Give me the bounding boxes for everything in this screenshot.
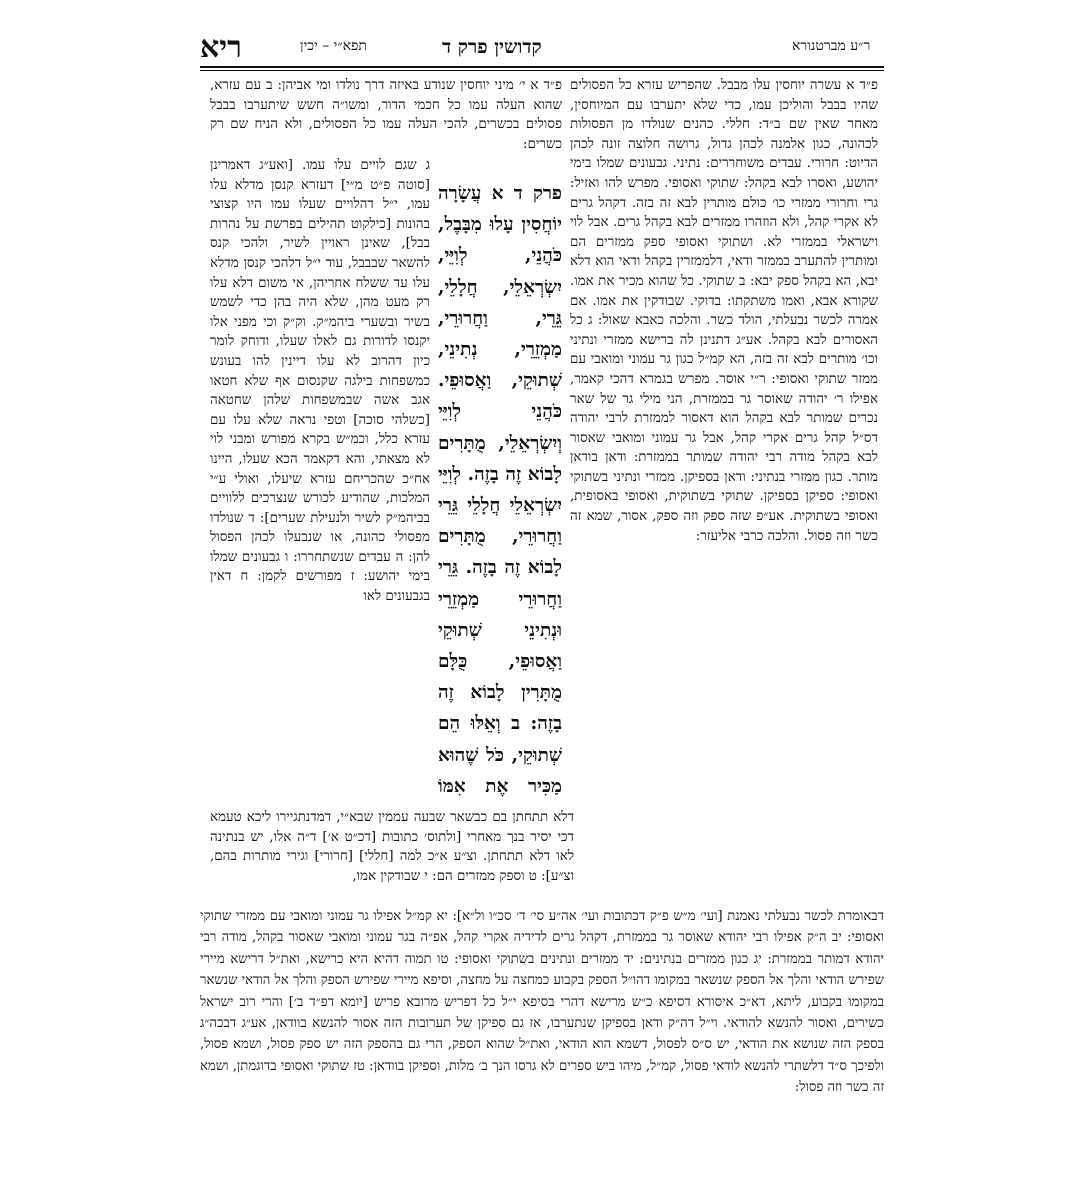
mishna-text: פרק ד א עֲשָׂרָה יוֹחֲסִין עָלוּ מִבָּבֶל, כֹּהֲנֵי, לְוִיֵּי, יִשְׂרְאֵלֵי, חֲלָלֵי, גֵּרֵי, וַחֲרוּרֵי, מַמְזֵרֵי, נְתִינֵי, שְׁתוּקֵי, וַאֲסוּפֵי. כֹּהֲנֵי לְוִיֵּי וְיִשְׂרְאֵלֵי, מֻתָּרִים לָבוֹא זֶה בָזֶה. לְוִיֵּי יִשְׂרְאֵלֵי חֲלָלֵי גֵּרֵי וַחֲרוּרֵי, מֻתָּרִים לָבוֹא זֶה בָזֶה. גֵּרֵי וַחֲרוּרֵי מַמְזֵרֵי וּנְתִינֵי שְׁתוּקֵי וַאֲסוּפֵי, כֻּלָּם מֻתָּרִין לָבוֹא זֶה בָזֶה: ב וְאֵלּוּ הֵם שְׁתוּקֵי, כֹּל שֶׁהוּא מַכִּיר אֶת אִמּוֹ [438,183,562,797]
bartenura-commentary: פ״ד א עשרה יוחסין עלו מבבל. שהפריש עזרא כל הפסולים שהיו בבבל והוליכן עמו, כדי שלא יתערבו עם המיוחסין, מאחר שאין שם ב״ד: חללי. כהנים שנולדו מן הפסולות לכהונה, כגון אלמנה לכהן גדול, גרושה חלוצה זונה לכהן הדיוט: חרורי. עבדים משוחררים: נתיני. גבעונים שמלו בימי יהושע, ואסרו לבא בקהל: שתוקי ואסופי. מפרש להו ואזיל: גרי וחרורי ממזרי כו׳ כולם מותרין לבא זה בזה. דקהל גרים לא אקרי קהל, ולא הוזהרו ממזרים לבא בקהל גרים. אבל לוי וישראלי בממזרי לא. ושתוקי ואסופי ספק ממזרים הם ומותרין להתערב בממזר ודאי, דלממזרין בקהל ודאי הוא דלא יבא, הא בקהל ספק יבא: ב שתוקי. כל שהוא מכיר את אמו. שקורא אבא, ואמו משתקתו: בדוקי. שבודקין את אמו. אם אמרה לכשר נבעלתי, הולד כשר. והלכה כאבא שאול: ג כל האסורים לבא בקהל. אע״ג דתנינן לה ברישא ממזרי ונתיני וכו׳ מותרים לבא זה בזה, הא קמ״ל כגון גר עמוני ומואבי עם ממזר שתוקי ואסופי: ר״י אוסר. מפרש בגמרא דהכי קאמר, אפילו ר׳ יהודה שאוסר גר בממזרת, הני מילי גר של שאר נכרים שמותר לבא בקהל הוא דאסור לממזרת לרבי יהודה דס״ל קהל גרים אקרי קהל, אבל גר עמוני ומואבי שאסור לבא בקהל מודה רבי יהודה שמותר בממזרת: ודאן בודאן מותר. כגון ממזרי בנתיני: ודאן בספיקן. ממזרי ונתיני בשתוקי ואסופי: ספיקן בספיקן. שתוקי בשתוקית, ואסופי באסופית, ואסופי בשתוקית. אע״פ שזה ספק וזה ספק, אסור, שמא זה כשר וזה פסול. והלכה כרבי אליעזר: [570,78,878,544]
page-title: קדושין פרק ד [442,36,542,58]
yachin-commentary-column: ג שגם לויים עלו עמו. [ואע״ג דאמרינן [סוטה פ״ט מ״י] דעזרא קנסן מדלא עלו עמו, י״ל דהלויים שעלו עמו היו קצוצי בהונות [כילקוט תהילים בפרשת על נהרות בבל], שאינן ראויין לשיר, ולהכי קנס להשאר שבבבל, עוד י״ל דלהכי קנסן מדלא עלו עד ששלח אחריהן, אי משום דלא עלו רק מעט מהן, שלא היה בהן כדי לשמש בשיר ובשערי ביהמ״ק. וק״ק וכי מפני אלו יקנסו לדורות גם לאלו שעלו, ודוחק לומר כיון דהרוב לא עלו דיינין להו בעונש כמשפחות בילגה שקנסום אף שלא חטאו אגב אשה שבמשפחות שלהן שחטאה [כשלהי סוכה] וטפי נראה שלא עלו עם עזרא כלל, וכמ״ש בקרא מפורש ומבני לוי לא מצאתי, והא דקאמר הכא שעלו, היינו אח״כ שהכריחם עזרא שיעלו, ואולי ע״י המלכות, שהודיע לכורש שנצרכים ללוויים בביהמ״ק לשיר ולנעילת שערים]: ד שנולדו מפסולי כהונה, או שנבעלו לכהן הפסול להן: ה עבדים שנשתחררו: ו גבעונים שמלו בימי יהושע: ז מפורשים לקמן: ח דאין בגבעונים לאו [210,158,430,605]
folio-number: ריא [200,30,242,65]
header-rule [200,66,884,68]
yachin-commentary-bottom: דבאומרת לכשר נבעלתי נאמנת [ועי׳ מ״ש פ״ק דכתובות ועי׳ אה״ע סי׳ ד׳ סכ״ו ול״א]: יא קמ״ל אפילו גר עמוני ומואבי עם ממזרי שתוקי ואסופי: יב ה״ק אפילו רבי יהודא שאוסר גר בממזרת, דקהל גרים לדידיה אקרי קהל, אפ״ה בגר עמוני ומואבי שאסור בקהל, מודה רבי יהודא דמותר בממזרת: יג כגון ממזרים בנתינים: יד ממזרים ונתינים בשתוקי ואסופי: טו תמוה דהיא היא כרישא, ואת״ל דרישא מיירי שפירש הודאי והלך אל הספק שנשאר במקומו דהו״ל הספק בקבוע כמחצה על מחצה, וסיפא מיירי שפירש הספק והלך אל הודאי שנשאר במקומו בקבוע, ליתא, דא״כ איסורא דסיפא כ״ש מרישא דהרי בסיפא י״ל כל דפריש מרובא פריש [יומא דפ״ד ב׳] והרי רוב ישראל כשירים, ואסור להנשא להודאי. וי״ל דה״ק ודאן בספיקן שנתערבו, אז גם ספיקן של תערובות הזה אסור להנשא בוודאן, אע״ג דבכה״ג בספק הזה שנושא את הודאי, יש ס״ס לפסול, דשמא הוא הודאי, ואת״ל שהוא הספק, הרי גם בהספק הזה יש ספק פסול, ושמא פסול, ולפיכך ס״ד דלשתרי להנשא לודאי פסול, קמ״ל, מיהו ביש ספרים לא גרסו הנך ב׳ מלות, וספיקן בוודאן: טז שתוקי ואסופי בדוגמתן, ושמא זה כשר וזה פסול: [200,909,884,1096]
yachin-commentary-top: פ״ד א י׳ מיני יוחסין שנודע באיזה דרך נולדו ומי אביהן: ב עם עזרא, שהוא העלה עמו כל חכמי הדור, ומשו״ה חשש שיתערבו בבבל פסולים בכשרים, להכי העלה עמו כל הפסולים, ולא הניח שם רק כשרים: [210,78,562,152]
commentary-range: תפא״י – יכין [300,38,367,54]
header-rule-thin [200,70,884,71]
commentator-name: ר״ע מברטנורא [792,38,871,54]
yachin-commentary-continued: דלא תתחתן בם כבשאר שבעה עממין שבא״י, דמדנתגיירו ליכא טעמא דכי יסיר בנך מאחרי [ולתוס׳ כתובות [דכ״ט א׳] ד״ה אלו, יש בנתינה לאו דלא תתחתן. וצ״ע א״כ למה [חללי] [חרורי] וגירי מותרות בהם, וצ״ע]: ט וספק ממזרים הם: י שבודקין אמו, [210,810,574,884]
